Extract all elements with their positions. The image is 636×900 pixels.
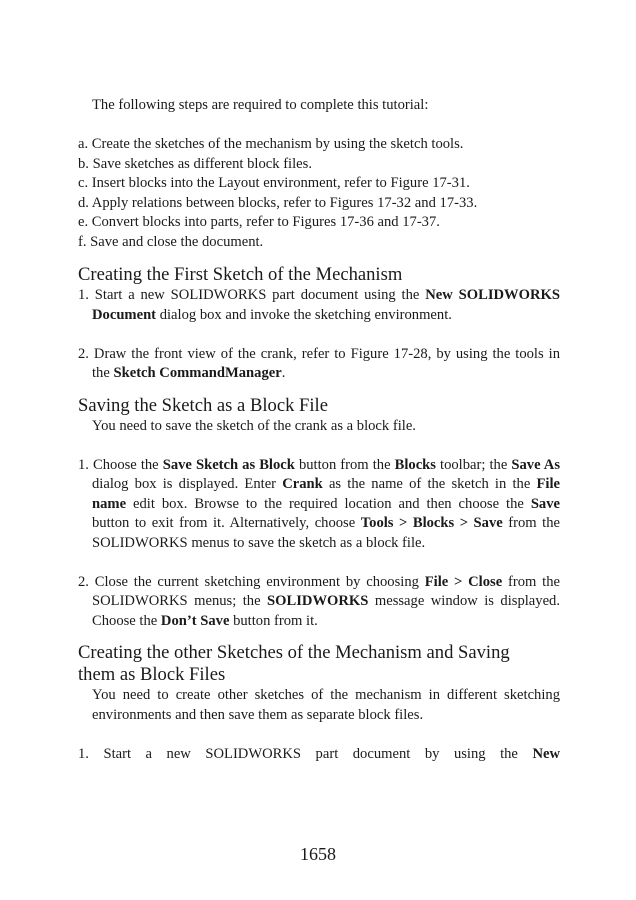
step-item: b. Save sketches as different block files. — [78, 155, 312, 172]
step-list — [78, 135, 560, 252]
intro-paragraph: The following steps are required to complete this tutorial: — [92, 97, 429, 113]
section2-step-2: 2. Close the current sketching environment by choosing File > Close from the SOLIDWORKS menus; the SOLIDWORKS message window is displayed. Choose the Don’t Save button from it. — [78, 573, 560, 629]
section-heading-first-sketch: Creating the First Sketch of the Mechanism — [78, 264, 403, 285]
step-item: f. Save and close the document. — [78, 233, 264, 250]
section1-step-2: 2. Draw the front view of the crank, refer to Figure 17-28, by using the tools in the Sketch CommandManager. — [78, 345, 560, 381]
step-item: d. Apply relations between blocks, refer to Figures 17-32 and 17-33. — [78, 194, 478, 211]
section2-step-1: 1. Choose the Save Sketch as Block button from the Blocks toolbar; the Save As dialog box is displayed. Enter Crank as the name of the sketch in the File name edit box. Browse to the required location and then choose the Save button to exit from it. Alternatively, choose Tools > Blocks > Save from the SOLIDWORKS menus to save the sketch as a block file. — [78, 456, 561, 551]
section1-step-1: 1. Start a new SOLIDWORKS part document using the New SOLIDWORKS Document dialog box and invoke the sketching environment. — [78, 287, 561, 323]
step-item: e. Convert blocks into parts, refer to Figures 17-36 and 17-37. — [78, 214, 440, 230]
section3-step-1: 1. Start a new SOLIDWORKS part document by using the New — [78, 745, 560, 762]
section2-intro: You need to save the sketch of the crank as a block file. — [92, 417, 416, 434]
page-number: 1658 — [300, 844, 336, 864]
step-item: c. Insert blocks into the Layout environment, refer to Figure 17-31. — [78, 175, 470, 191]
section-heading-saving-block: Saving the Sketch as a Block File — [78, 394, 328, 416]
step-item: a. Create the sketches of the mechanism by using the sketch tools. — [78, 136, 464, 152]
section3-intro: You need to create other sketches of the mechanism in different sketching environments and then save them as separate block files. — [92, 687, 560, 723]
page-content — [78, 96, 560, 764]
section-heading-other-sketches: Creating the other Sketches of the Mechanism and Saving them as Block Files — [78, 642, 510, 685]
